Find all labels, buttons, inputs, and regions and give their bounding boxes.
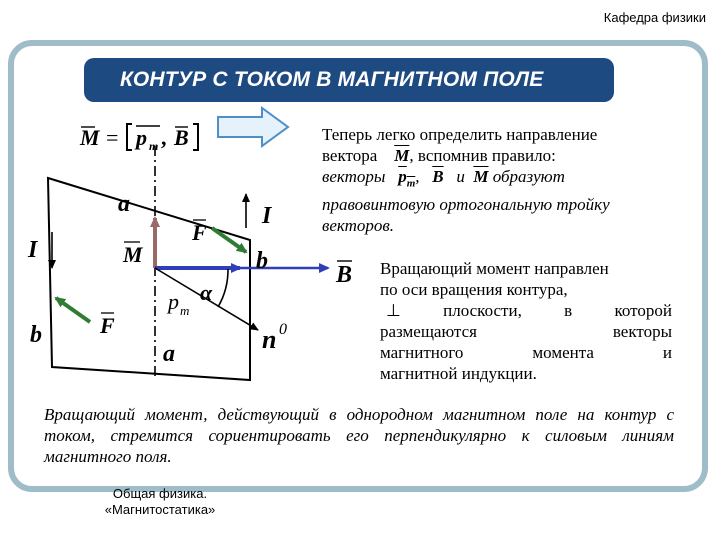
footer-line-1: Общая физика. bbox=[112, 486, 208, 501]
symbol-M-2: $\overline{M}$ bbox=[473, 167, 489, 186]
symbol-M: $\overline{M}$ bbox=[394, 146, 410, 165]
label-M: M bbox=[123, 242, 143, 267]
formula-pm-sub: m bbox=[149, 139, 159, 153]
label-pm: p bbox=[168, 289, 179, 314]
label-n0: n bbox=[262, 325, 277, 354]
torque-line-5: магнитного момента и bbox=[380, 343, 672, 362]
formula-pm: p bbox=[136, 125, 147, 150]
course-footer bbox=[70, 486, 250, 518]
label-n0-sup: 0 bbox=[279, 321, 287, 338]
formula-right-bracket bbox=[193, 124, 198, 150]
rule-line-2: вектора $\overline{M}$, вспомнив правило: bbox=[322, 146, 556, 165]
torque-line-6: магнитной индукции. bbox=[380, 364, 537, 383]
label-pm-sub: m bbox=[180, 303, 190, 318]
torque-line-3: ⊥ плоскости, в которой bbox=[380, 300, 672, 321]
symbol-pm: $p_m$ bbox=[398, 167, 416, 190]
formula-B: B bbox=[174, 125, 189, 150]
formula-left-bracket bbox=[127, 124, 132, 150]
label-I-right: I bbox=[262, 203, 272, 229]
rule-line-1: Теперь легко определить направление bbox=[322, 125, 598, 144]
torque-direction-paragraph bbox=[380, 258, 672, 384]
torque-line-2: по оси вращения контура, bbox=[380, 280, 568, 299]
right-arrow-icon bbox=[218, 108, 288, 146]
rule-line-3: векторы $p_m$, $\overline{B}$ и $\overline{M}$ образуют bbox=[322, 167, 565, 190]
label-B: B bbox=[336, 262, 353, 288]
current-loop bbox=[48, 178, 250, 380]
label-F-bottom: F bbox=[100, 313, 115, 338]
label-F-top: F bbox=[192, 220, 207, 245]
formula-M: M bbox=[80, 125, 100, 150]
formula-comma: , bbox=[161, 125, 167, 150]
rule-paragraph bbox=[322, 124, 698, 236]
rule-line-4: правовинтовую ортогональную тройку bbox=[322, 195, 610, 215]
torque-line-1: Вращающий момент направлен bbox=[380, 259, 609, 278]
rule-line-5: векторов. bbox=[322, 216, 395, 236]
label-b-right: b bbox=[256, 248, 268, 274]
torque-line-4: размещаются векторы bbox=[380, 322, 672, 341]
symbol-B: $\overline{B}$ bbox=[432, 167, 444, 186]
torque-formula bbox=[79, 124, 198, 153]
formula-equals: = bbox=[106, 125, 119, 150]
conclusion-paragraph: Вращающий момент, действующий в однородном магнитном поле на контур с током, стремится сориентировать его перпендикулярно к силовым линиям магнитного поля. bbox=[44, 405, 674, 466]
slide-title: КОНТУР С ТОКОМ В МАГНИТНОМ ПОЛЕ bbox=[84, 58, 614, 102]
label-a-bottom: a bbox=[163, 341, 175, 367]
label-a-top: a bbox=[118, 191, 130, 217]
footer-line-2: «Магнитостатика» bbox=[104, 502, 216, 517]
label-alpha: α bbox=[200, 280, 213, 305]
perpendicular-symbol: ⊥ bbox=[386, 301, 401, 320]
department-label: Кафедра физики bbox=[603, 10, 706, 25]
label-b-left: b bbox=[30, 322, 42, 348]
label-I-left: I bbox=[28, 237, 38, 263]
